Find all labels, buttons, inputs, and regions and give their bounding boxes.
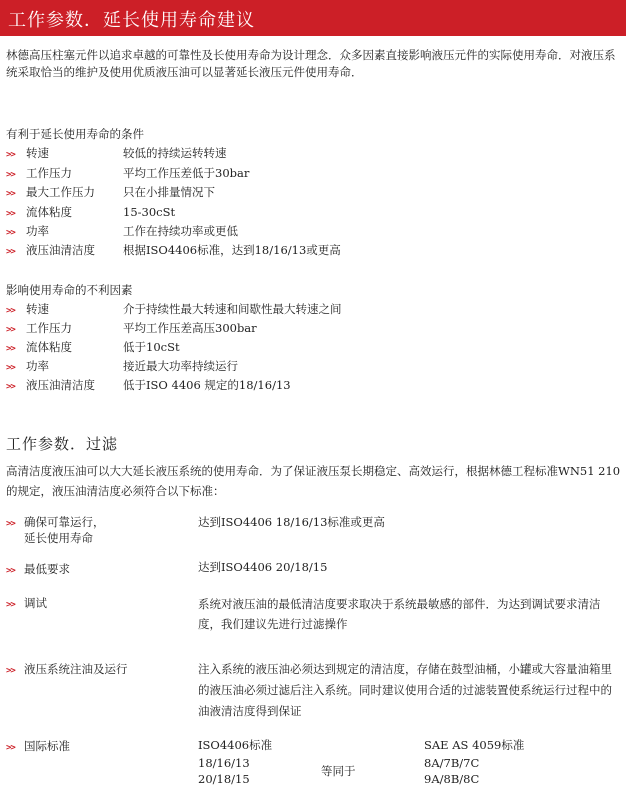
row-label: 转速 xyxy=(26,146,49,160)
arrow-icon: >> xyxy=(6,344,15,354)
page-title: 工作参数．延长使用寿命建议 xyxy=(8,10,255,31)
arrow-icon: >> xyxy=(6,519,15,529)
row-value: 低于ISO 4406 规定的18/16/13 xyxy=(123,378,291,392)
row-value: 较低的持续运转转速 xyxy=(123,146,227,160)
favorable-row xyxy=(6,241,606,259)
row-value: 低于10cSt xyxy=(123,340,180,354)
arrow-icon: >> xyxy=(6,666,15,676)
sae-value: 9A/8B/8C xyxy=(424,772,480,786)
arrow-icon: >> xyxy=(6,743,15,753)
arrow-icon xyxy=(6,661,26,680)
filter-value: 达到ISO4406 18/16/13标准或更高 xyxy=(198,515,385,529)
unfavorable-row xyxy=(6,300,606,318)
arrow-icon xyxy=(6,561,26,580)
arrow-icon: >> xyxy=(6,363,15,373)
arrow-icon: >> xyxy=(6,228,15,238)
filter-label: 最低要求 xyxy=(24,562,70,576)
arrow-icon: >> xyxy=(6,209,15,219)
filter-value: 系统对液压油的最低清洁度要求取决于系统最敏感的部件．为达到调试要求清洁度，我们建议先进行过滤操作 xyxy=(198,597,601,631)
arrow-icon: >> xyxy=(6,566,15,576)
row-label: 工作压力 xyxy=(26,166,72,180)
filter-label: 确保可靠运行， xyxy=(24,515,105,529)
filter-label: 调试 xyxy=(24,596,47,610)
arrow-icon: >> xyxy=(6,306,15,316)
row-label: 流体粘度 xyxy=(26,340,72,354)
unfavorable-row xyxy=(6,376,606,394)
favorable-row xyxy=(6,144,606,162)
row-value: 只在小排量情况下 xyxy=(123,185,215,199)
standards-label: 国际标准 xyxy=(24,739,70,753)
intro-paragraph: 林德高压柱塞元件以追求卓越的可靠性及长使用寿命为设计理念．众多因素直接影响液压元件的实际使用寿命．对液压系统采取恰当的维护及使用优质液压油可以显著延长液压元件使用寿命． xyxy=(6,48,616,79)
arrow-icon: >> xyxy=(6,247,15,257)
sae-value: 8A/7B/7C xyxy=(424,756,480,770)
row-value: 根据ISO4406标准，达到18/16/13或更高 xyxy=(123,243,341,257)
iso-standard-heading: ISO4406标准 xyxy=(198,738,273,752)
arrow-icon: >> xyxy=(6,325,15,335)
arrow-icon: >> xyxy=(6,150,15,160)
favorable-row xyxy=(6,164,606,182)
arrow-icon: >> xyxy=(6,600,15,610)
iso-value: 18/16/13 xyxy=(198,756,250,770)
filter-label: 液压系统注油及运行 xyxy=(24,662,128,676)
iso-value: 20/18/15 xyxy=(198,772,250,786)
row-value: 平均工作压差高压300bar xyxy=(123,321,257,335)
filter-value: 注入系统的液压油必须达到规定的清洁度，存储在鼓型油桶，小罐或大容量油箱里的液压油必须过滤后注入系统。同时建议使用合适的过滤装置使系统运行过程中的油液清洁度得到保证 xyxy=(198,662,612,718)
row-label: 液压油清洁度 xyxy=(26,243,95,257)
filter-value: 达到ISO4406 20/18/15 xyxy=(198,560,328,574)
arrow-icon xyxy=(6,595,26,614)
row-value: 介于持续性最大转速和间歇性最大转速之间 xyxy=(123,302,342,316)
favorable-row xyxy=(6,203,606,221)
filter-label: 延长使用寿命 xyxy=(24,531,93,545)
unfavorable-row xyxy=(6,338,606,356)
row-value: 15-30cSt xyxy=(123,205,176,219)
arrow-icon: >> xyxy=(6,189,15,199)
filtration-heading: 工作参数．过滤 xyxy=(6,435,119,453)
favorable-row xyxy=(6,222,606,240)
arrow-icon xyxy=(6,738,26,757)
equivalent-label: 等同于 xyxy=(321,764,356,778)
sae-standard-heading: SAE AS 4059标准 xyxy=(424,738,525,752)
filtration-intro: 高清洁度液压油可以大大延长液压系统的使用寿命．为了保证液压泵长期稳定、高效运行，根据林德工程标准WN51 210的规定，液压油清洁度必须符合以下标准： xyxy=(6,464,621,498)
favorable-heading: 有利于延长使用寿命的条件 xyxy=(6,127,144,141)
row-label: 功率 xyxy=(26,359,49,373)
row-label: 功率 xyxy=(26,224,49,238)
unfavorable-row xyxy=(6,357,606,375)
unfavorable-row xyxy=(6,319,606,337)
row-label: 工作压力 xyxy=(26,321,72,335)
row-value: 工作在持续功率或更低 xyxy=(123,224,238,238)
row-label: 最大工作压力 xyxy=(26,185,95,199)
unfavorable-heading: 影响使用寿命的不利因素 xyxy=(6,283,133,297)
row-value: 接近最大功率持续运行 xyxy=(123,359,238,373)
title-banner xyxy=(0,0,626,36)
row-value: 平均工作压差低于30bar xyxy=(123,166,250,180)
arrow-icon: >> xyxy=(6,170,15,180)
row-label: 流体粘度 xyxy=(26,205,72,219)
arrow-icon xyxy=(6,514,26,533)
row-label: 转速 xyxy=(26,302,49,316)
arrow-icon: >> xyxy=(6,382,15,392)
row-label: 液压油清洁度 xyxy=(26,378,95,392)
favorable-row xyxy=(6,183,606,201)
